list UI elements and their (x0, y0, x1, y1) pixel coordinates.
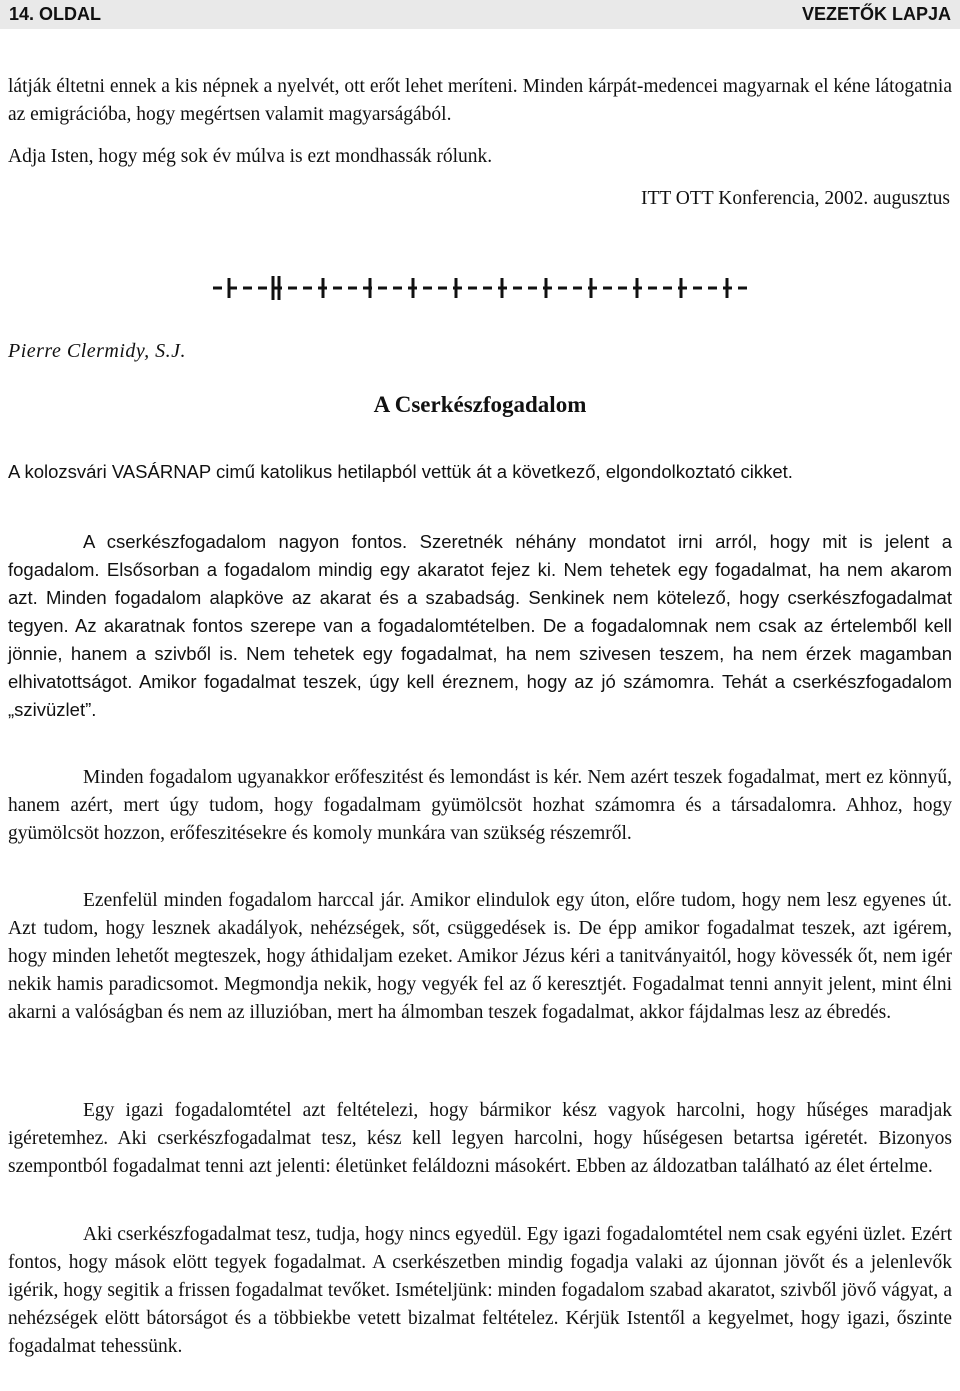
divider-ornament (213, 276, 751, 300)
article-paragraph-5: Aki cserkészfogadalmat tesz, tudja, hogy nincs egyedül. Egy igazi fogadalomtétel nem csak egyéni üzlet. Ezért fontos, hogy mások elött tegyek fogadalmat. A cserkészetben mindig fogadja valaki az újonnan jövőt és a jelenlevők igérik, hogy segitik a frissen fogadalmat tevőket. Ismételjünk: minden fogadalom szabad akaratot, szivből jövő vágyat, a nehézségek elött bátorságot és a többiekbe vetett bizalmat feltételez. Kérjük Istentől a kegyelmet, hogy igazi, őszinte fogadalmat tehessünk. (8, 1224, 952, 1357)
author-name: Pierre Clermidy, S.J. (8, 340, 187, 362)
article-paragraph-4: Egy igazi fogadalomtétel azt feltételezi, hogy bármikor kész vagyok harcolni, hogy hűséges maradjak igéretemhez. Aki cserkészfogadalmat tesz, kész kell legyen harcolni, hogy hűségesen betartsa igéretét. Bizonyos szempontból fogadalmat tenni azt jelenti: életünket feláldozni másokért. Ebben az áldozatban található az élet értelme. (8, 1100, 952, 1177)
intro-blessing: Adja Isten, hogy még sok év múlva is ezt mondhassák rólunk. (8, 146, 493, 167)
article-paragraph-3: Ezenfelül minden fogadalom harccal jár. Amikor elindulok egy úton, előre tudom, hogy nem lesz egyenes út. Azt tudom, hogy lesznek akadályok, nehézségek, sőt, csüggedések is. De épp amikor fogadalmat teszek, azt igérem, hogy minden lehetőt megteszek, hogy áthidaljam ezeket. Amikor Jézus kéri a tanitványaitól, hogy kövessék őt, nem igér nekik hamis paradicsomot. Megmondja nekik, hogy vegyék fel az ő keresztjét. Fogadalmat tenni annyit jelent, mint élni akarni a valóságban és nem az illuzióban, mert ha álmomban teszek fogadalmat, akkor fájdalmas lesz az ébredés. (8, 890, 952, 1023)
intro-signature: ITT OTT Konferencia, 2002. augusztus (640, 188, 950, 209)
publication-title: VEZETŐK LAPJA (801, 4, 951, 24)
page-number: 14. OLDAL (9, 4, 102, 24)
article-title: A Cserkészfogadalom (373, 392, 587, 417)
article-lead: A kolozsvári VASÁRNAP cimű katolikus hetilapból vettük át a következő, elgondolkoztató cikket. (8, 461, 793, 482)
article-paragraph-1: A cserkészfogadalom nagyon fontos. Szeretnék néhány mondatot irni arról, hogy mit is jelent a fogadalom. Elsősorban a fogadalom mindig egy akaratot fejez ki. Nem tehetek egy fogadalmat, ha nem akarom azt. Minden fogadalom alapköve az akarat és a szabadság. Senkinek nem kötelező, hogy cserkészfogadalmat tegyen. Az akaratnak fontos szerepe van a fogadalomtételben. De a fogadalomnak nem csak az értelemből kell jönnie, hanem a szivből is. Nem tehetek egy fogadalmat, ha nem szivesen teszem, ha nem érzek magamban elhivatottságot. Amikor fogadalmat teszek, úgy kell éreznem, hogy az jó számomra. Tehát a cserkészfogadalom „szivüzlet”. (8, 531, 952, 720)
article-paragraph-2: Minden fogadalom ugyanakkor erőfeszitést és lemondást is kér. Nem azért teszek fogadalmat, mert ez könnyű, hanem azért, mert úgy tudom, hogy fogadalmam gyümölcsöt hozhat számomra és a társadalomra. Ahhoz, hogy gyümölcsöt hozzon, erőfeszitésekre és komoly munkára van szükség részemről. (8, 767, 952, 844)
ornamental-divider (213, 270, 753, 306)
intro-paragraph: látják éltetni ennek a kis népnek a nyelvét, ott erőt lehet meríteni. Minden kárpát-medencei magyarnak el kéne látogatnia az emigrációba, hogy megértsen valamit magyarságából. (8, 76, 952, 125)
page-header (0, 0, 960, 29)
